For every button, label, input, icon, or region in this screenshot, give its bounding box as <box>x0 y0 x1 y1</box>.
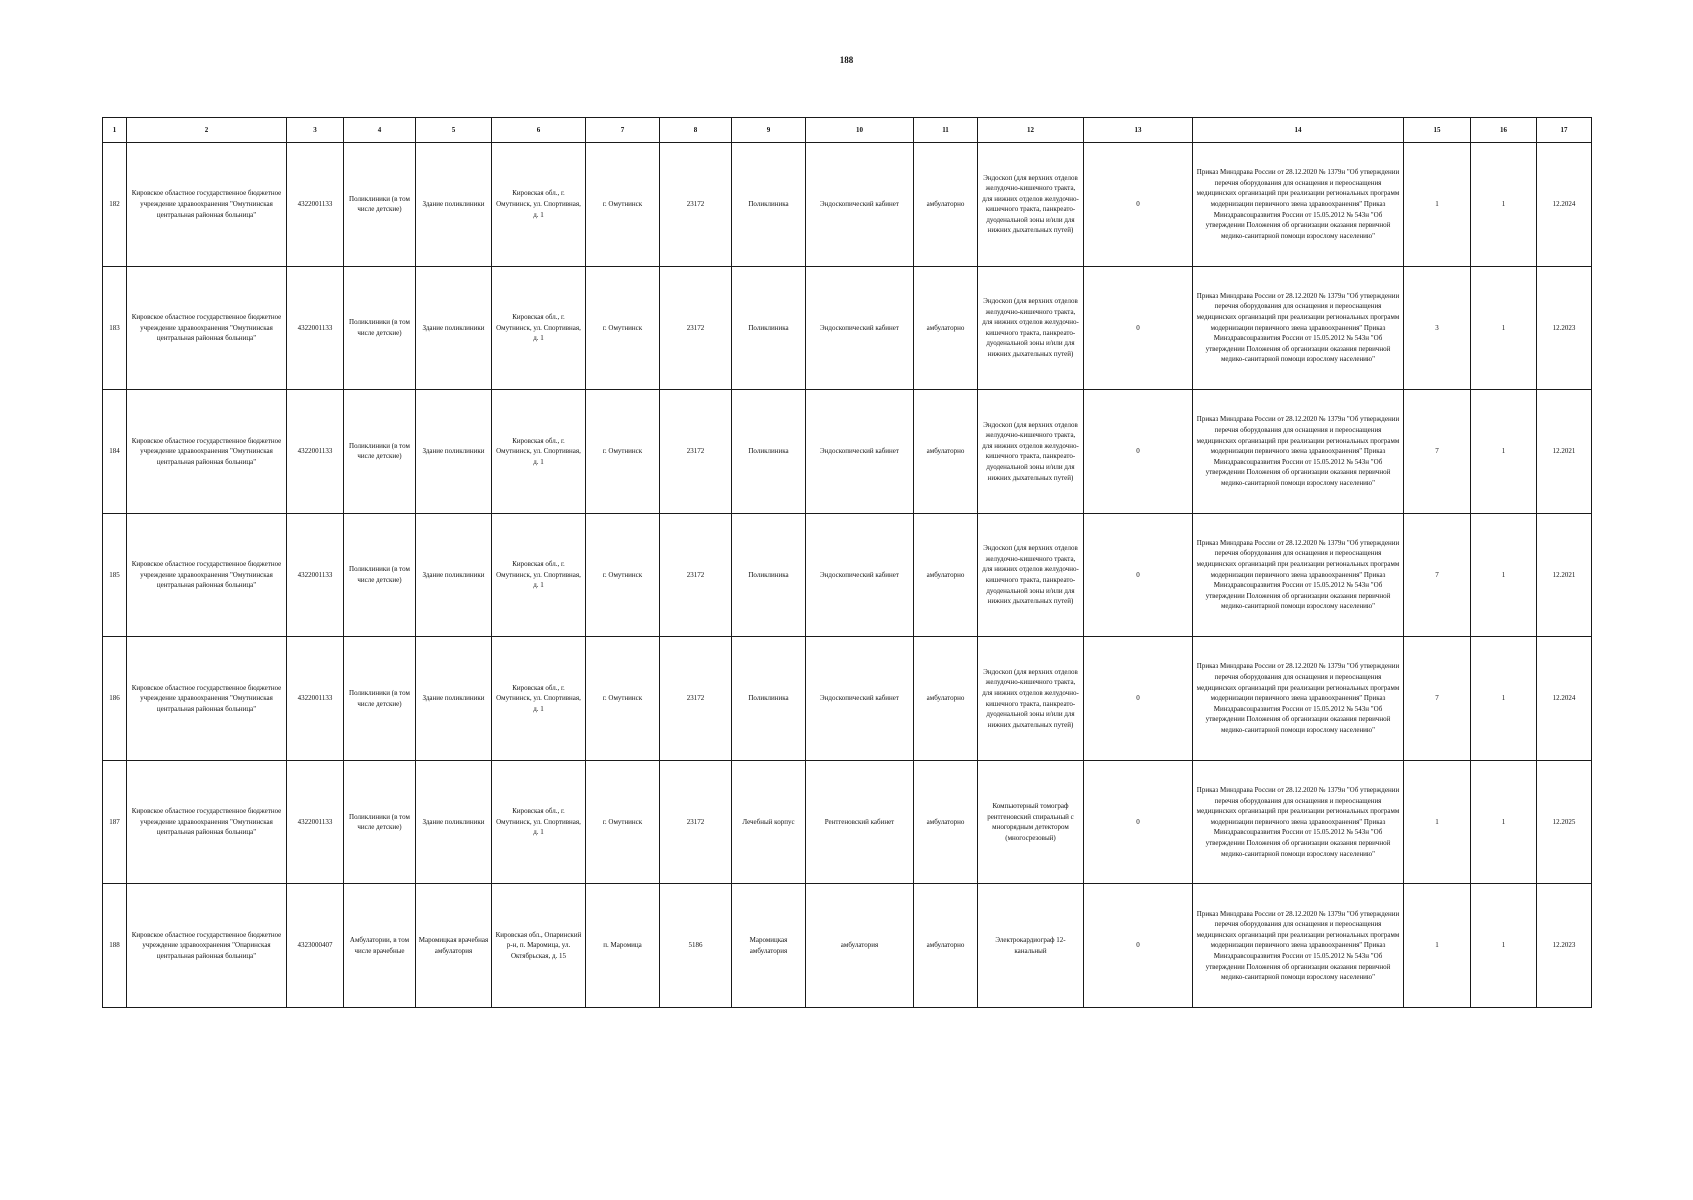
locality: г. Омутнинск <box>586 143 660 267</box>
locality: г. Омутнинск <box>586 760 660 884</box>
regulatory-order: Приказ Минздрава России от 28.12.2020 № 1379н "Об утверждении перечня оборудования для оснащения и переоснащения медицинских организаций при реализации региональных программ модернизации первичного звена здравоохранения" Приказ Минздравсоцразвития России от 15.05.2012 № 543н "Об утверждении Положения об организации оказания первичной медико-санитарной помощи взрослому населению" <box>1193 390 1404 514</box>
oktmo-code: 23172 <box>660 390 732 514</box>
care-type: амбулаторно <box>914 760 978 884</box>
column-16-value: 1 <box>1471 266 1537 390</box>
column-header: 8 <box>660 118 732 143</box>
regulatory-order: Приказ Минздрава России от 28.12.2020 № 1379н "Об утверждении перечня оборудования для оснащения и переоснащения медицинских организаций при реализации региональных программ модернизации первичного звена здравоохранения" Приказ Минздравсоцразвития России от 15.05.2012 № 543н "Об утверждении Положения об организации оказания первичной медико-санитарной помощи взрослому населению" <box>1193 637 1404 761</box>
column-15-value: 7 <box>1404 513 1471 637</box>
room-name: Эндоскопический кабинет <box>806 637 914 761</box>
table-row <box>103 760 1592 884</box>
care-type: амбулаторно <box>914 390 978 514</box>
column-header: 13 <box>1084 118 1193 143</box>
table-row <box>103 390 1592 514</box>
column-16-value: 1 <box>1471 760 1537 884</box>
header-row <box>103 118 1592 143</box>
regulatory-order: Приказ Минздрава России от 28.12.2020 № 1379н "Об утверждении перечня оборудования для оснащения и переоснащения медицинских организаций при реализации региональных программ модернизации первичного звена здравоохранения" Приказ Минздравсоцразвития России от 15.05.2012 № 543н "Об утверждении Положения об организации оказания первичной медико-санитарной помощи взрослому населению" <box>1193 760 1404 884</box>
org-code: 4322001133 <box>287 390 344 514</box>
column-15-value: 7 <box>1404 390 1471 514</box>
column-header: 10 <box>806 118 914 143</box>
room-name: Эндоскопический кабинет <box>806 390 914 514</box>
table-row <box>103 266 1592 390</box>
unit-type: Амбулатории, в том числе врачебные <box>344 884 416 1008</box>
regulatory-order: Приказ Минздрава России от 28.12.2020 № 1379н "Об утверждении перечня оборудования для оснащения и переоснащения медицинских организаций при реализации региональных программ модернизации первичного звена здравоохранения" Приказ Минздравсоцразвития России от 15.05.2012 № 543н "Об утверждении Положения об организации оказания первичной медико-санитарной помощи взрослому населению" <box>1193 513 1404 637</box>
column-header: 14 <box>1193 118 1404 143</box>
org-code: 4322001133 <box>287 637 344 761</box>
column-16-value: 1 <box>1471 390 1537 514</box>
equipment-name: Эндоскоп (для верхних отделов желудочно-кишечного тракта, для нижних отделов желудочно-кишечного тракта, панкреато-дуоденальной зоны и/или для нижних дыхательных путей) <box>978 143 1084 267</box>
delivery-date: 12.2025 <box>1537 760 1592 884</box>
column-header: 7 <box>586 118 660 143</box>
address: Кировская обл., г. Омутнинск, ул. Спортивная, д. 1 <box>492 637 586 761</box>
unit-type: Поликлиники (в том числе детские) <box>344 760 416 884</box>
column-13-value: 0 <box>1084 760 1193 884</box>
column-header: 15 <box>1404 118 1471 143</box>
column-header: 5 <box>416 118 492 143</box>
org-code: 4322001133 <box>287 266 344 390</box>
address: Кировская обл., г. Омутнинск, ул. Спортивная, д. 1 <box>492 390 586 514</box>
department: Маромицкая амбулатория <box>732 884 806 1008</box>
oktmo-code: 23172 <box>660 266 732 390</box>
building-name: Здание поликлиники <box>416 513 492 637</box>
column-header: 3 <box>287 118 344 143</box>
row-number: 188 <box>103 884 127 1008</box>
column-15-value: 1 <box>1404 143 1471 267</box>
organization-name: Кировское областное государственное бюджетное учреждение здравоохранения "Омутнинская центральная районная больница" <box>127 760 287 884</box>
column-header: 11 <box>914 118 978 143</box>
regulatory-order: Приказ Минздрава России от 28.12.2020 № 1379н "Об утверждении перечня оборудования для оснащения и переоснащения медицинских организаций при реализации региональных программ модернизации первичного звена здравоохранения" Приказ Минздравсоцразвития России от 15.05.2012 № 543н "Об утверждении Положения об организации оказания первичной медико-санитарной помощи взрослому населению" <box>1193 266 1404 390</box>
organization-name: Кировское областное государственное бюджетное учреждение здравоохранения "Опаринская центральная районная больница" <box>127 884 287 1008</box>
row-number: 186 <box>103 637 127 761</box>
department: Поликлиника <box>732 637 806 761</box>
care-type: амбулаторно <box>914 266 978 390</box>
row-number: 187 <box>103 760 127 884</box>
regulatory-order: Приказ Минздрава России от 28.12.2020 № 1379н "Об утверждении перечня оборудования для оснащения и переоснащения медицинских организаций при реализации региональных программ модернизации первичного звена здравоохранения" Приказ Минздравсоцразвития России от 15.05.2012 № 543н "Об утверждении Положения об организации оказания первичной медико-санитарной помощи взрослому населению" <box>1193 143 1404 267</box>
column-header: 2 <box>127 118 287 143</box>
department: Поликлиника <box>732 143 806 267</box>
unit-type: Поликлиники (в том числе детские) <box>344 637 416 761</box>
address: Кировская обл., г. Омутнинск, ул. Спортивная, д. 1 <box>492 143 586 267</box>
column-13-value: 0 <box>1084 390 1193 514</box>
org-code: 4322001133 <box>287 513 344 637</box>
organization-name: Кировское областное государственное бюджетное учреждение здравоохранения "Омутнинская центральная районная больница" <box>127 266 287 390</box>
unit-type: Поликлиники (в том числе детские) <box>344 143 416 267</box>
unit-type: Поликлиники (в том числе детские) <box>344 266 416 390</box>
equipment-name: Эндоскоп (для верхних отделов желудочно-кишечного тракта, для нижних отделов желудочно-кишечного тракта, панкреато-дуоденальной зоны и/или для нижних дыхательных путей) <box>978 390 1084 514</box>
equipment-name: Эндоскоп (для верхних отделов желудочно-кишечного тракта, для нижних отделов желудочно-кишечного тракта, панкреато-дуоденальной зоны и/или для нижних дыхательных путей) <box>978 513 1084 637</box>
column-15-value: 7 <box>1404 637 1471 761</box>
org-code: 4323000407 <box>287 884 344 1008</box>
column-16-value: 1 <box>1471 637 1537 761</box>
row-number: 185 <box>103 513 127 637</box>
delivery-date: 12.2023 <box>1537 266 1592 390</box>
column-header: 1 <box>103 118 127 143</box>
equipment-name: Эндоскоп (для верхних отделов желудочно-кишечного тракта, для нижних отделов желудочно-кишечного тракта, панкреато-дуоденальной зоны и/или для нижних дыхательных путей) <box>978 266 1084 390</box>
column-13-value: 0 <box>1084 513 1193 637</box>
column-header: 12 <box>978 118 1084 143</box>
address: Кировская обл., г. Омутнинск, ул. Спортивная, д. 1 <box>492 266 586 390</box>
unit-type: Поликлиники (в том числе детские) <box>344 390 416 514</box>
oktmo-code: 23172 <box>660 760 732 884</box>
delivery-date: 12.2024 <box>1537 637 1592 761</box>
equipment-name: Эндоскоп (для верхних отделов желудочно-кишечного тракта, для нижних отделов желудочно-кишечного тракта, панкреато-дуоденальной зоны и/или для нижних дыхательных путей) <box>978 637 1084 761</box>
row-number: 182 <box>103 143 127 267</box>
equipment-name: Электрокардиограф 12-канальный <box>978 884 1084 1008</box>
delivery-date: 12.2021 <box>1537 513 1592 637</box>
oktmo-code: 23172 <box>660 637 732 761</box>
building-name: Здание поликлиники <box>416 637 492 761</box>
delivery-date: 12.2021 <box>1537 390 1592 514</box>
department: Поликлиника <box>732 266 806 390</box>
locality: г. Омутнинск <box>586 513 660 637</box>
table-row <box>103 637 1592 761</box>
column-16-value: 1 <box>1471 143 1537 267</box>
building-name: Здание поликлиники <box>416 143 492 267</box>
column-13-value: 0 <box>1084 143 1193 267</box>
column-13-value: 0 <box>1084 637 1193 761</box>
care-type: амбулаторно <box>914 637 978 761</box>
row-number: 183 <box>103 266 127 390</box>
room-name: Эндоскопический кабинет <box>806 143 914 267</box>
address: Кировская обл., г. Омутнинск, ул. Спортивная, д. 1 <box>492 513 586 637</box>
row-number: 184 <box>103 390 127 514</box>
oktmo-code: 5186 <box>660 884 732 1008</box>
oktmo-code: 23172 <box>660 513 732 637</box>
delivery-date: 12.2024 <box>1537 143 1592 267</box>
care-type: амбулаторно <box>914 143 978 267</box>
column-header: 9 <box>732 118 806 143</box>
column-header: 17 <box>1537 118 1592 143</box>
department: Поликлиника <box>732 513 806 637</box>
locality: г. Омутнинск <box>586 637 660 761</box>
column-header: 4 <box>344 118 416 143</box>
column-header: 6 <box>492 118 586 143</box>
department: Лечебный корпус <box>732 760 806 884</box>
delivery-date: 12.2023 <box>1537 884 1592 1008</box>
oktmo-code: 23172 <box>660 143 732 267</box>
column-15-value: 1 <box>1404 760 1471 884</box>
equipment-name: Компьютерный томограф рентгеновский спиральный с многорядным детектором (многосрезовый) <box>978 760 1084 884</box>
room-name: Рентгеновский кабинет <box>806 760 914 884</box>
table-row <box>103 513 1592 637</box>
organization-name: Кировское областное государственное бюджетное учреждение здравоохранения "Омутнинская центральная районная больница" <box>127 390 287 514</box>
regulatory-order: Приказ Минздрава России от 28.12.2020 № 1379н "Об утверждении перечня оборудования для оснащения и переоснащения медицинских организаций при реализации региональных программ модернизации первичного звена здравоохранения" Приказ Минздравсоцразвития России от 15.05.2012 № 543н "Об утверждении Положения об организации оказания первичной медико-санитарной помощи взрослому населению" <box>1193 884 1404 1008</box>
org-code: 4322001133 <box>287 143 344 267</box>
room-name: Эндоскопический кабинет <box>806 266 914 390</box>
column-13-value: 0 <box>1084 884 1193 1008</box>
unit-type: Поликлиники (в том числе детские) <box>344 513 416 637</box>
locality: г. Омутнинск <box>586 266 660 390</box>
table-row <box>103 143 1592 267</box>
organization-name: Кировское областное государственное бюджетное учреждение здравоохранения "Омутнинская центральная районная больница" <box>127 637 287 761</box>
column-header: 16 <box>1471 118 1537 143</box>
organization-name: Кировское областное государственное бюджетное учреждение здравоохранения "Омутнинская центральная районная больница" <box>127 513 287 637</box>
table-row <box>103 884 1592 1008</box>
care-type: амбулаторно <box>914 513 978 637</box>
building-name: Маромицкая врачебная амбулатория <box>416 884 492 1008</box>
column-16-value: 1 <box>1471 513 1537 637</box>
department: Поликлиника <box>732 390 806 514</box>
building-name: Здание поликлиники <box>416 266 492 390</box>
page-number: 188 <box>839 55 854 65</box>
locality: г. Омутнинск <box>586 390 660 514</box>
organization-name: Кировское областное государственное бюджетное учреждение здравоохранения "Омутнинская центральная районная больница" <box>127 143 287 267</box>
column-15-value: 1 <box>1404 884 1471 1008</box>
care-type: амбулаторно <box>914 884 978 1008</box>
org-code: 4322001133 <box>287 760 344 884</box>
room-name: амбулатория <box>806 884 914 1008</box>
building-name: Здание поликлиники <box>416 760 492 884</box>
locality: п. Маромица <box>586 884 660 1008</box>
address: Кировская обл., Опаринский р-н, п. Маромица, ул. Октябрьская, д. 15 <box>492 884 586 1008</box>
address: Кировская обл., г. Омутнинск, ул. Спортивная, д. 1 <box>492 760 586 884</box>
equipment-registry-table <box>102 117 1592 1008</box>
column-15-value: 3 <box>1404 266 1471 390</box>
column-13-value: 0 <box>1084 266 1193 390</box>
column-16-value: 1 <box>1471 884 1537 1008</box>
building-name: Здание поликлиники <box>416 390 492 514</box>
room-name: Эндоскопический кабинет <box>806 513 914 637</box>
